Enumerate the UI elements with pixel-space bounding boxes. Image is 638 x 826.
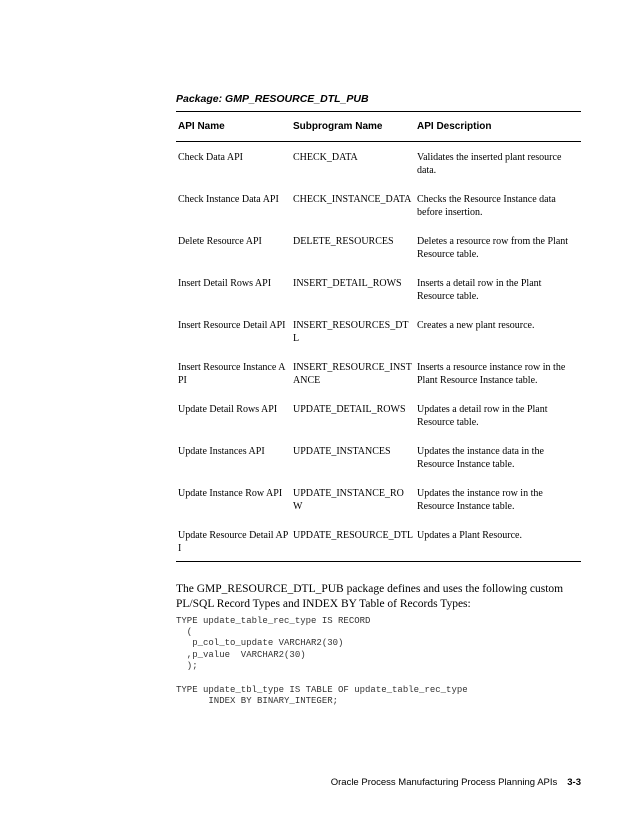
api-table: [176, 111, 581, 562]
description-cell: Updates a detail row in the Plant Resource table.: [417, 403, 548, 428]
table-row: [176, 184, 581, 226]
api-name-cell: Update Detail Rows API: [178, 403, 278, 415]
api-name-cell: Insert Resource Detail API: [178, 319, 286, 331]
body-paragraph: The GMP_RESOURCE_DTL_PUB package defines and uses the following custom PL/SQL Record Types and INDEX BY Table of Records Types:: [176, 583, 564, 610]
description-cell: Inserts a resource instance row in the Plant Resource Instance table.: [417, 361, 566, 386]
table-row: [176, 436, 581, 478]
subprogram-cell: UPDATE_INSTANCES: [293, 445, 391, 457]
description-cell: Deletes a resource row from the Plant Resource table.: [417, 235, 569, 260]
api-name-cell: Update Instances API: [178, 445, 265, 457]
description-cell: Updates a Plant Resource.: [415, 520, 581, 562]
api-name-cell: Insert Resource Instance API: [178, 361, 286, 386]
description-cell: Inserts a detail row in the Plant Resource table.: [417, 277, 542, 302]
code-block-record-type: TYPE update_table_rec_type IS RECORD ( p_col_to_update VARCHAR2(30) ,p_value VARCHAR2(30) );: [176, 616, 371, 671]
subprogram-cell: INSERT_RESOURCES_DTL: [293, 319, 409, 344]
description-cell: Updates the instance row in the Resource Instance table.: [417, 487, 543, 512]
table-row: [176, 142, 581, 184]
table-row: [176, 478, 581, 520]
page-number: 3-3: [567, 777, 581, 788]
api-name-cell: Delete Resource API: [178, 235, 262, 247]
description-cell: Updates the instance data in the Resource Instance table.: [417, 445, 544, 470]
api-name-cell: Check Instance Data API: [178, 193, 279, 205]
subprogram-cell: UPDATE_RESOURCE_DTL: [291, 520, 415, 562]
header-subprogram-name: Subprogram Name: [291, 112, 415, 142]
table-header-row: [176, 112, 581, 142]
api-name-cell: Update Resource Detail API: [176, 520, 291, 562]
subprogram-cell: INSERT_DETAIL_ROWS: [293, 277, 402, 289]
description-cell: Creates a new plant resource.: [417, 319, 535, 331]
subprogram-cell: INSERT_RESOURCE_INSTANCE: [293, 361, 412, 386]
subprogram-cell: UPDATE_INSTANCE_ROW: [293, 487, 404, 512]
subprogram-cell: DELETE_RESOURCES: [293, 235, 394, 247]
table-row: [176, 352, 581, 394]
api-name-cell: Insert Detail Rows API: [178, 277, 272, 289]
header-api-description: API Description: [415, 112, 581, 142]
subprogram-cell: UPDATE_DETAIL_ROWS: [293, 403, 406, 415]
table-row: [176, 394, 581, 436]
page-footer: [331, 777, 581, 788]
table-row: [176, 226, 581, 268]
table-row: [176, 268, 581, 310]
subprogram-cell: CHECK_DATA: [293, 152, 358, 163]
table-caption: Package: GMP_RESOURCE_DTL_PUB: [176, 93, 369, 105]
footer-title: Oracle Process Manufacturing Process Planning APIs: [330, 777, 558, 788]
api-name-cell: Update Instance Row API: [178, 487, 283, 499]
description-cell: Validates the inserted plant resource data.: [417, 152, 562, 176]
header-api-name: API Name: [176, 112, 291, 142]
api-name-cell: Check Data API: [178, 152, 243, 163]
table-row: [176, 310, 581, 352]
subprogram-cell: CHECK_INSTANCE_DATA: [293, 193, 412, 205]
table-row: [176, 520, 581, 562]
description-cell: Checks the Resource Instance data before insertion.: [417, 193, 556, 218]
code-block-table-type: TYPE update_tbl_type IS TABLE OF update_table_rec_type INDEX BY BINARY_INTEGER;: [176, 685, 468, 707]
